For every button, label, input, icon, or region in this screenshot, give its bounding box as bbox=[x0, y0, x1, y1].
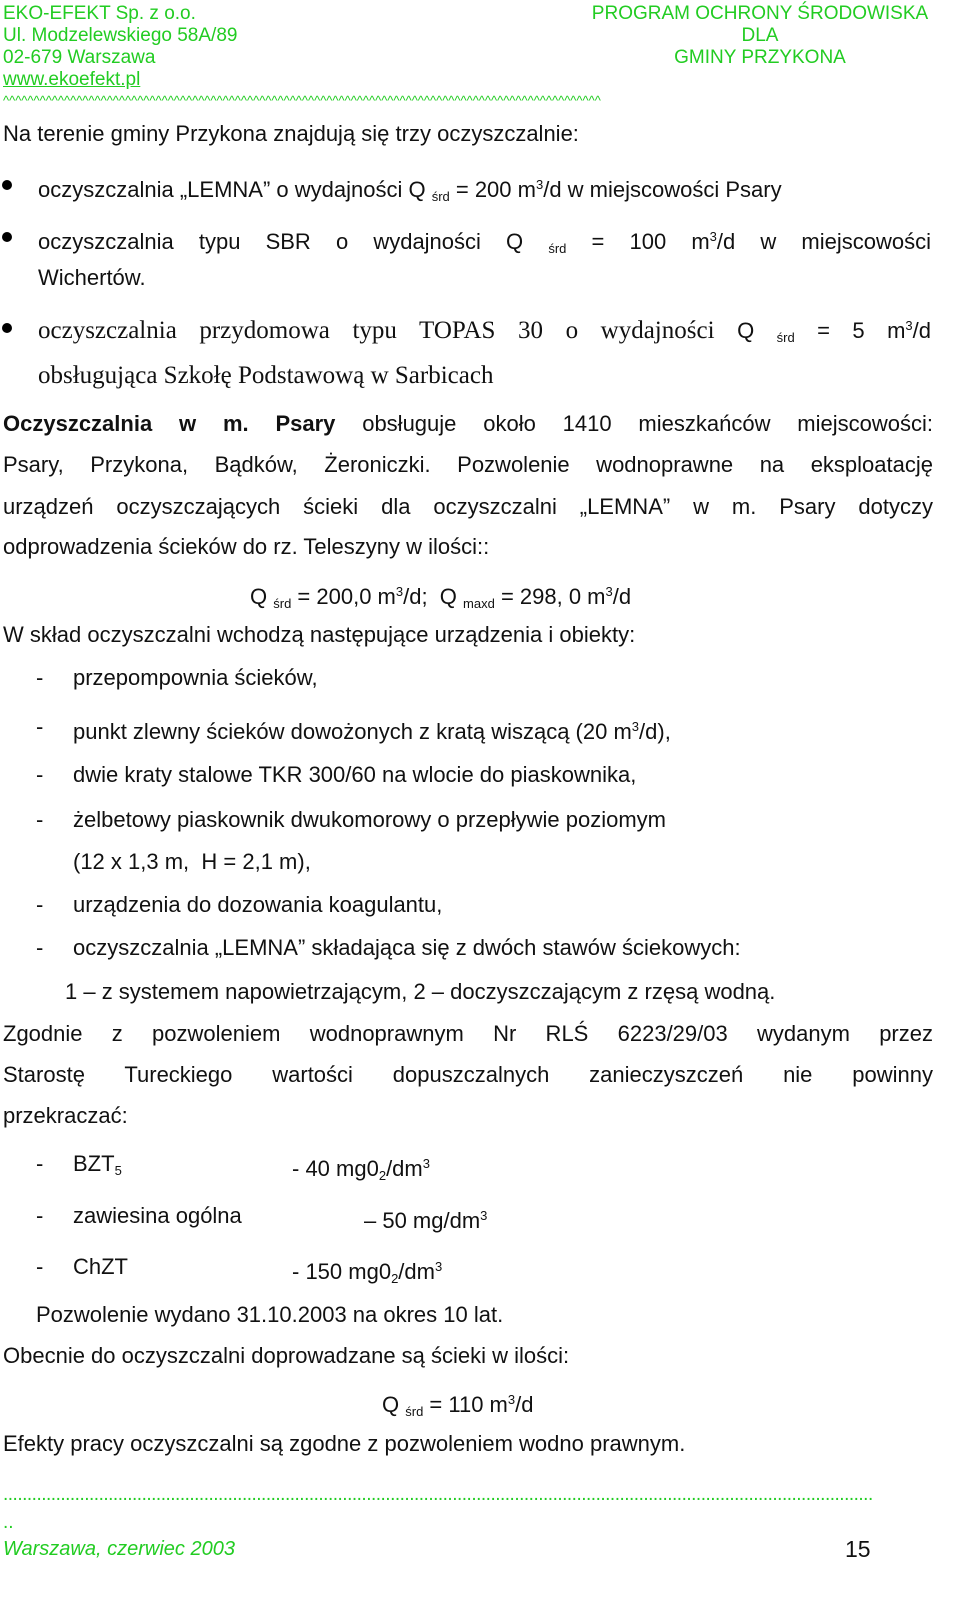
company-website-link[interactable]: www.ekoefekt.pl bbox=[3, 69, 141, 90]
dash-marker: - bbox=[36, 807, 44, 832]
limit-name-bzt: $BZT_5$ bbox=[73, 1151, 122, 1178]
limit-value-bzt: - 40 $mg0_2/dm^3$ bbox=[292, 1156, 430, 1183]
device-item: przepompownia ścieków, bbox=[73, 665, 318, 690]
intro-text: Na terenie gminy Przykona znajdują się trzy oczyszczalnie: bbox=[3, 121, 579, 146]
device-item: żelbetowy piaskownik dwukomorowy o przepływie poziomym bbox=[73, 807, 667, 832]
device-item: urządzenia do dozowania koagulantu, bbox=[73, 892, 443, 917]
program-gmina: GMINY PRZYKONA bbox=[674, 47, 846, 68]
bullet-item-sbr-cont: Wichertów. bbox=[38, 265, 146, 290]
paragraph-psary-line4: odprowadzenia ścieków do rz. Teleszyny w ilości:: bbox=[3, 534, 490, 559]
footer-place-date: Warszawa, czerwiec 2003 bbox=[3, 1538, 235, 1560]
dash-marker: - bbox=[36, 935, 44, 960]
limit-value-suspension: – 50 $mg/dm^3$ bbox=[364, 1208, 488, 1233]
dash-marker: - bbox=[36, 892, 44, 917]
paragraph-psary-line3: urządzeń oczyszczających ścieki dla oczyszczalni „LEMNA” w m. Psary dotyczy bbox=[3, 494, 933, 519]
device-item: punkt zlewny ścieków dowożonych z kratą wiszącą (20 $m^3/d$), bbox=[73, 719, 671, 744]
permit-paragraph-line3: przekraczać: bbox=[3, 1103, 128, 1128]
footer-dotted-divider: ...................................................................................................................................................................................... bbox=[3, 1484, 873, 1505]
bullet-item-topas: oczyszczalnia przydomowa typu TOPAS 30 o wydajności Q $_{śrd}$ = 5 $m^3/d$ bbox=[38, 317, 931, 345]
limit-name-chzt: ChZT bbox=[73, 1254, 128, 1279]
limit-value-chzt: - 150 $mg0_2/dm^3$ bbox=[292, 1259, 443, 1286]
bullet-icon bbox=[2, 180, 12, 190]
dash-marker: - bbox=[36, 1254, 44, 1279]
devices-intro: W skład oczyszczalni wchodzą następujące urządzenia i obiekty: bbox=[3, 622, 636, 647]
dash-marker: - bbox=[36, 1151, 44, 1176]
permit-paragraph-line2: Starostę Tureckiego wartości dopuszczalnych zanieczyszczeń nie powinny bbox=[3, 1062, 933, 1087]
current-flow-formula: Q $_{śrd}$ = 110 $m^3/d$ bbox=[382, 1392, 534, 1419]
dash-marker: - bbox=[36, 762, 44, 787]
program-title: PROGRAM OCHRONY ŚRODOWISKA bbox=[591, 3, 929, 24]
bullet-icon bbox=[2, 323, 12, 333]
bullet-item-topas-cont: obsługująca Szkołę Podstawową w Sarbicach bbox=[38, 362, 494, 389]
company-name: EKO-EFEKT Sp. z o.o. bbox=[3, 3, 196, 24]
permit-date: Pozwolenie wydano 31.10.2003 na okres 10 lat. bbox=[36, 1302, 504, 1327]
paragraph-psary-line1: Oczyszczalnia w m. Psary obsługuje około 1410 mieszkańców miejscowości: bbox=[3, 411, 933, 436]
dash-marker: - bbox=[36, 665, 44, 690]
conclusion-text: Efekty pracy oczyszczalni są zgodne z pozwoleniem wodno prawnym. bbox=[3, 1431, 686, 1456]
bullet-item-lemna: oczyszczalnia „LEMNA” o wydajności Q $_{śrd}$ = 200 $m^3/d$ w miejscowości Psary bbox=[38, 177, 782, 204]
limit-name-suspension: zawiesina ogólna bbox=[73, 1203, 242, 1228]
program-for: DLA bbox=[741, 25, 779, 46]
bullet-icon bbox=[2, 232, 12, 242]
bullet-item-sbr: oczyszczalnia typu SBR o wydajności Q $_{śrd}$ = 100 $m^3/d$ w miejscowości bbox=[38, 229, 931, 256]
company-city: 02-679 Warszawa bbox=[3, 47, 156, 68]
device-item: dwie kraty stalowe TKR 300/60 na wlocie do piaskownika, bbox=[73, 762, 637, 787]
footer-dots: .. bbox=[3, 1512, 14, 1533]
device-item: oczyszczalnia „LEMNA” składająca się z dwóch stawów ściekowych: bbox=[73, 935, 741, 960]
device-item-dimensions: (12 x 1,3 m, H = 2,1 m), bbox=[73, 849, 311, 874]
device-item-ponds: 1 – z systemem napowietrzającym, 2 – doczyszczającym z rzęsą wodną. bbox=[65, 979, 776, 1004]
flow-formula: Q $_{śrd}$ = 200,0 $m^3/d$; Q $_{maxd}$ = 298, 0 $m^3/d$ bbox=[250, 584, 632, 611]
dash-marker: - bbox=[36, 1203, 44, 1228]
page-number: 15 bbox=[845, 1536, 871, 1562]
permit-paragraph-line1: Zgodnie z pozwoleniem wodnoprawnym Nr RLŚ 6223/29/03 wydanym przez bbox=[3, 1021, 933, 1046]
paragraph-psary-line2: Psary, Przykona, Bądków, Żeroniczki. Pozwolenie wodnoprawne na eksploatację bbox=[3, 452, 933, 477]
dash-marker: - bbox=[36, 714, 44, 739]
header-divider: ^^^^^^^^^^^^^^^^^^^^^^^^^^^^^^^^^^^^^^^^^^^^^^^^^^^^^^^^^^^^^^^^^^^^^^^^^^^^^^^^^^^^^^^^^^^^^^^^^^ bbox=[3, 93, 601, 108]
company-street: Ul. Modzelewskiego 58A/89 bbox=[3, 25, 238, 46]
current-flow-intro: Obecnie do oczyszczalni doprowadzane są ścieki w ilości: bbox=[3, 1343, 570, 1368]
